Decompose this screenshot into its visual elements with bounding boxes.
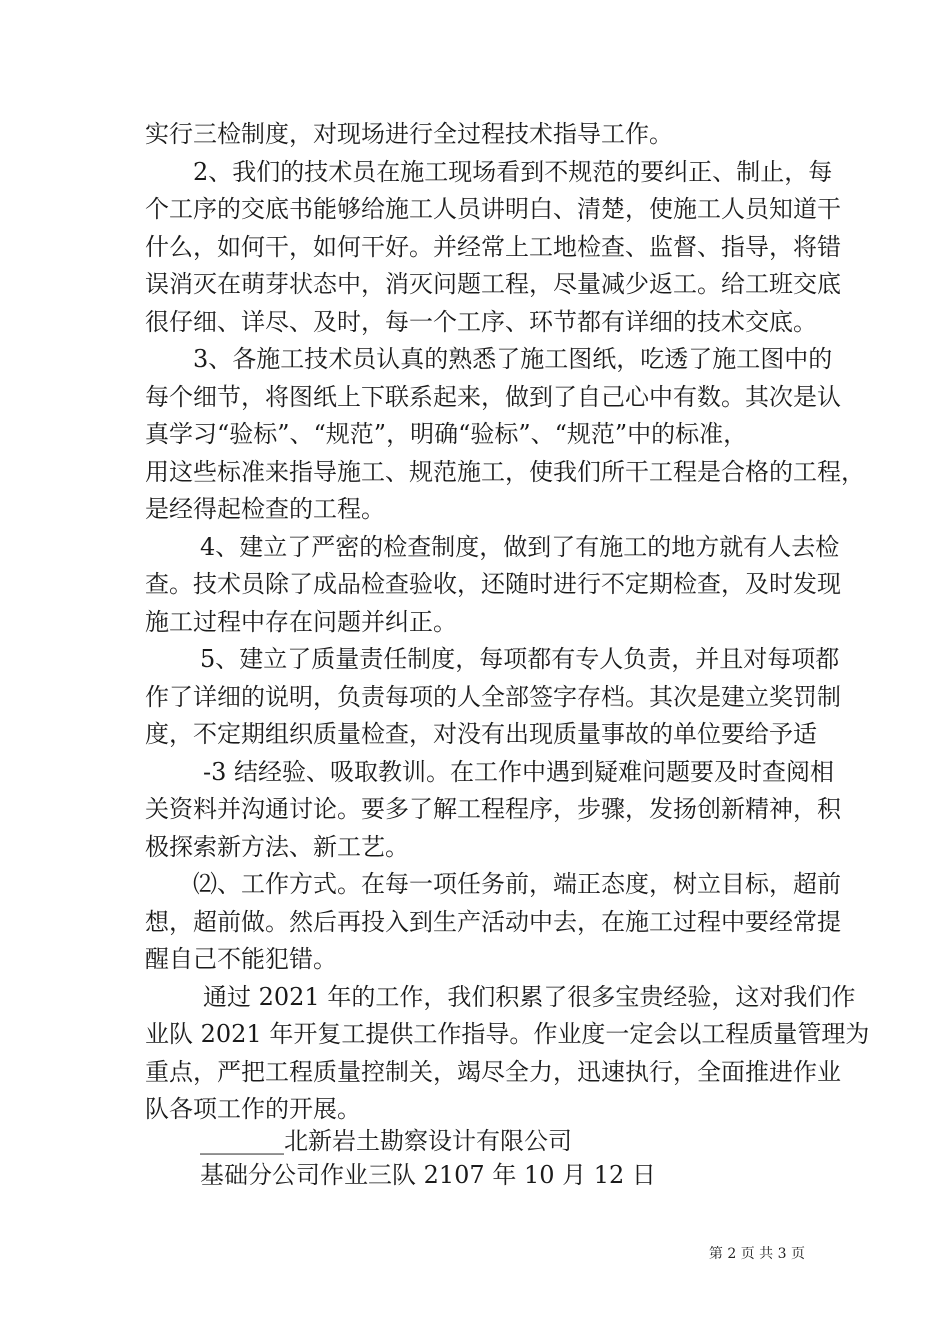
text-line: 5、建立了质量责任制度，每项都有专人负责，并且对每项都 — [200, 645, 840, 673]
text-line: 用这些标准来指导施工、规范施工，使我们所干工程是合格的工程， — [145, 458, 865, 486]
text-line: 2、我们的技术员在施工现场看到不规范的要纠正、制止，每 — [193, 158, 833, 186]
signature-company: _______北新岩土勘察设计有限公司 — [200, 1127, 572, 1155]
text-line: 醒自己不能犯错。 — [145, 945, 337, 973]
text-line: 真学习“验标”、“规范”，明确“验标”、“规范”中的标准， — [145, 420, 748, 448]
text-line: 重点，严把工程质量控制关，竭尽全力，迅速执行，全面推进作业 — [145, 1058, 841, 1086]
text-line: 什么，如何干，如何干好。并经常上工地检查、监督、指导，将错 — [145, 233, 841, 261]
text-line: 查。技术员除了成品检查验收，还随时进行不定期检查，及时发现 — [145, 570, 841, 598]
text-line: 实行三检制度，对现场进行全过程技术指导工作。 — [145, 120, 673, 148]
text-line: 作了详细的说明，负责每项的人全部签字存档。其次是建立奖罚制 — [145, 683, 841, 711]
text-line: 施工过程中存在问题并纠正。 — [145, 608, 457, 636]
text-line: 极探索新方法、新工艺。 — [145, 833, 409, 861]
page-number: 第 2 页 共 3 页 — [708, 1246, 805, 1262]
text-line: ⑵、工作方式。在每一项任务前，端正态度，树立目标，超前 — [193, 870, 841, 898]
text-line: 是经得起检查的工程。 — [145, 495, 385, 523]
text-line: 个工序的交底书能够给施工人员讲明白、清楚，使施工人员知道干 — [145, 195, 841, 223]
text-line: 很仔细、详尽、及时，每一个工序、环节都有详细的技术交底。 — [145, 308, 817, 336]
text-line: 队各项工作的开展。 — [145, 1095, 361, 1123]
signature-date: 基础分公司作业三队 2107 年 10 月 12 日 — [200, 1161, 656, 1189]
text-line: 想，超前做。然后再投入到生产活动中去，在施工过程中要经常提 — [145, 908, 841, 936]
text-line: 关资料并沟通讨论。要多了解工程程序，步骤，发扬创新精神，积 — [145, 795, 841, 823]
text-line: 3、各施工技术员认真的熟悉了施工图纸，吃透了施工图中的 — [193, 345, 833, 373]
text-line: 4、建立了严密的检查制度，做到了有施工的地方就有人去检 — [200, 533, 840, 561]
text-line: 通过 2021 年的工作，我们积累了很多宝贵经验，这对我们作 — [203, 983, 856, 1011]
text-line: -3 结经验、吸取教训。在工作中遇到疑难问题要及时查阅相 — [203, 758, 835, 786]
text-line: 度，不定期组织质量检查，对没有出现质量事故的单位要给予适 — [145, 720, 817, 748]
text-line: 每个细节，将图纸上下联系起来，做到了自己心中有数。其次是认 — [145, 383, 841, 411]
text-line: 业队 2021 年开复工提供工作指导。作业度一定会以工程质量管理为 — [145, 1020, 870, 1048]
text-line: 误消灭在萌芽状态中，消灭问题工程，尽量减少返工。给工班交底 — [145, 270, 841, 298]
